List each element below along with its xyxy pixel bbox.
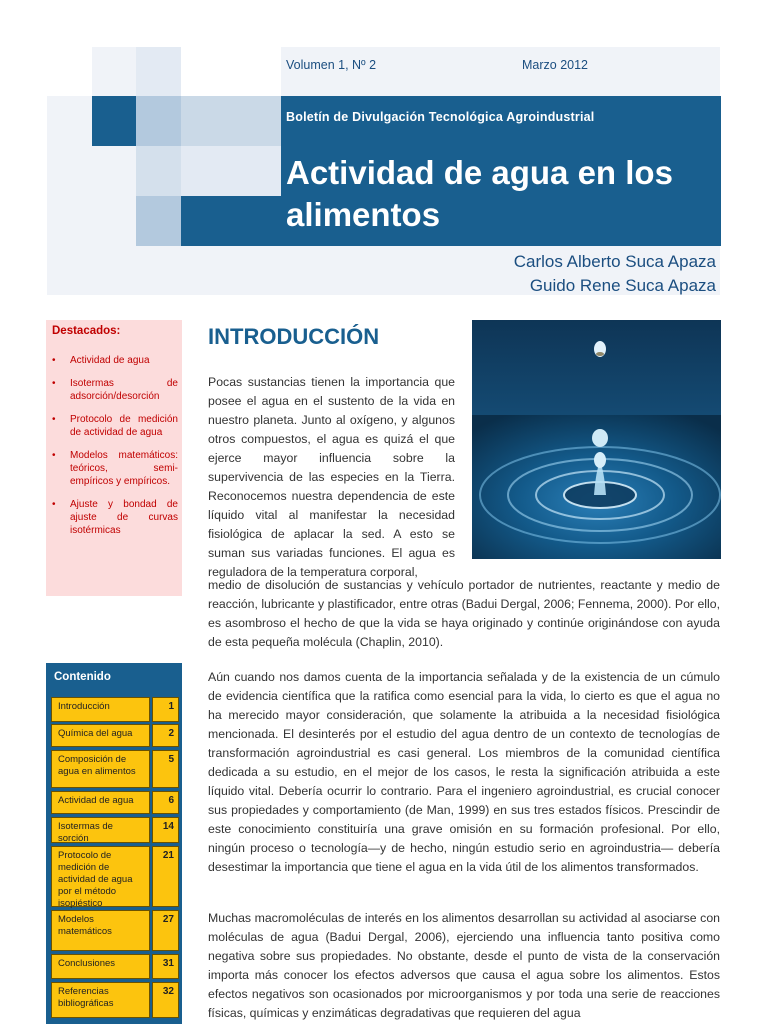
- decor-square: [181, 96, 281, 146]
- bulletin-name: Boletín de Divulgación Tecnológica Agroindustrial: [286, 110, 595, 124]
- highlight-item: • Modelos matemáticos: teóricos, semi-empíricos y empíricos.: [48, 449, 178, 488]
- water-drop-photo: [472, 320, 721, 559]
- toc-label: Conclusiones: [51, 954, 150, 979]
- highlights-title: Destacados:: [52, 325, 121, 337]
- issue-date: Marzo 2012: [522, 58, 589, 72]
- toc-label: Introducción: [51, 697, 150, 722]
- toc-row[interactable]: [51, 846, 179, 907]
- toc-row[interactable]: [51, 750, 179, 788]
- toc-row[interactable]: [51, 697, 179, 722]
- main-title: Actividad de agua en los alimentos: [286, 154, 673, 233]
- toc-page-number: 14: [152, 817, 179, 843]
- paragraph: medio de disolución de sustancias y vehículo portador de nutrientes, reactante y medio de reacción, lubricante y plastificador, entre otras (Badui Dergal, 2006; Fennema, 2000). Por ello, es asombroso el hecho de que la vida se haya originado y continúe originándose con ayuda de esta pequeña molécula (Chaplin, 2010).: [208, 578, 720, 649]
- toc-label: Protocolo de medición de actividad de agua por el método isopiéstico: [51, 846, 150, 907]
- decor-square: [136, 96, 181, 146]
- paragraph: Aún cuando nos damos cuenta de la importancia señalada y de la existencia de un cúmulo de evidencia científica que la ratifica como esencial para la vida, lo cierto es que el agua no ha merecido mayor consideración, que solamente la atribuida a la necesidad fisiológica mencionada. El desinterés por el estudio del agua dentro de un contexto de tecnologías de transformación agroindustrial es casi general. Los miembros de la comunidad científica dedicada a su estudio, en el mejor de los casos, le resta la significación atribuida a este líquido vital. Debería ocurrir lo contrario. Para el ingeniero agroindustrial, es crucial conocer sus propiedades y comportamiento (de Man, 1999) en sus tres estados físicos. Prescindir de este conocimiento constituiría una grave omisión en su formación profesional. Por ello, ningún proceso o tecnología—y de hecho, ningún estudio serio en agroindustria— debería desestimar la importancia que tiene el agua en la vida útil de los alimentos transformados.: [208, 670, 720, 874]
- toc-label: Actividad de agua: [51, 791, 150, 814]
- toc-label: Isotermas de sorción: [51, 817, 150, 843]
- toc-page-number: 32: [152, 982, 179, 1018]
- decor-square: [181, 47, 281, 96]
- toc-row[interactable]: [51, 724, 179, 747]
- decor-square: [136, 146, 181, 196]
- toc-label: Química del agua: [51, 724, 150, 747]
- paragraph: Pocas sustancias tienen la importancia que posee el agua en el sustento de la vida en nuestro planeta. Junto al oxígeno, y algunos otros compuestos, el agua es quizá el que ejerce mayor influencia sobre la supervivencia de las especies en la Tierra. Reconocemos nuestra dependencia de este líquido vital al manifestar la necesidad fisiológica de aplacar la sed. A esto se suman sus variadas funciones. El agua es reguladora de la temperatura corporal,: [208, 375, 455, 579]
- toc-row[interactable]: [51, 910, 179, 951]
- highlights-list: [48, 354, 178, 547]
- toc-page-number: 31: [152, 954, 179, 979]
- highlight-item: • Protocolo de medición de actividad de agua: [48, 413, 178, 439]
- toc-row[interactable]: [51, 982, 179, 1018]
- toc-row[interactable]: [51, 791, 179, 814]
- decor-square: [47, 47, 92, 96]
- author-name: Carlos Alberto Suca Apaza: [513, 252, 716, 271]
- volume-number: Volumen 1, Nº 2: [286, 58, 377, 72]
- contents-title: Contenido: [54, 671, 111, 683]
- toc-page-number: 27: [152, 910, 179, 951]
- toc-label: Referencias bibliográficas: [51, 982, 150, 1018]
- toc-page-number: 5: [152, 750, 179, 788]
- decor-square: [181, 146, 281, 196]
- toc-page-number: 6: [152, 791, 179, 814]
- toc-page-number: 1: [152, 697, 179, 722]
- highlight-item: • Isotermas de adsorción/desorción: [48, 377, 178, 403]
- toc-label: Modelos matemáticos: [51, 910, 150, 951]
- highlight-item: • Actividad de agua: [48, 354, 178, 367]
- decor-square: [136, 196, 181, 246]
- decor-square: [136, 47, 181, 96]
- toc-row[interactable]: [51, 817, 179, 843]
- toc-page-number: 21: [152, 846, 179, 907]
- section-heading: INTRODUCCIÓN: [208, 324, 380, 349]
- decor-square: [181, 196, 281, 246]
- authors: [514, 250, 716, 298]
- author-name: Guido Rene Suca Apaza: [529, 276, 716, 295]
- decor-square: [92, 96, 136, 146]
- toc-label: Composición de agua en alimentos: [51, 750, 150, 788]
- toc-row[interactable]: [51, 954, 179, 979]
- highlight-item: • Ajuste y bondad de ajuste de curvas isotérmicas: [48, 498, 178, 537]
- toc-page-number: 2: [152, 724, 179, 747]
- paragraph: Muchas macromoléculas de interés en los alimentos desarrollan su actividad al asociarse con moléculas de agua (Badui Dergal, 2006), ejerciendo una influencia tanto positiva como negativa sobre sus propiedades. No obstante, desde el punto de vista de la conservación importa más conocer los efectos adversos que causa el agua sobre los alimentos. Estos efectos negativos son ocasionados por microorganismos y por toda una serie de reacciones físicas, químicas y enzimáticas degradativas que requieren del agua: [208, 911, 720, 1020]
